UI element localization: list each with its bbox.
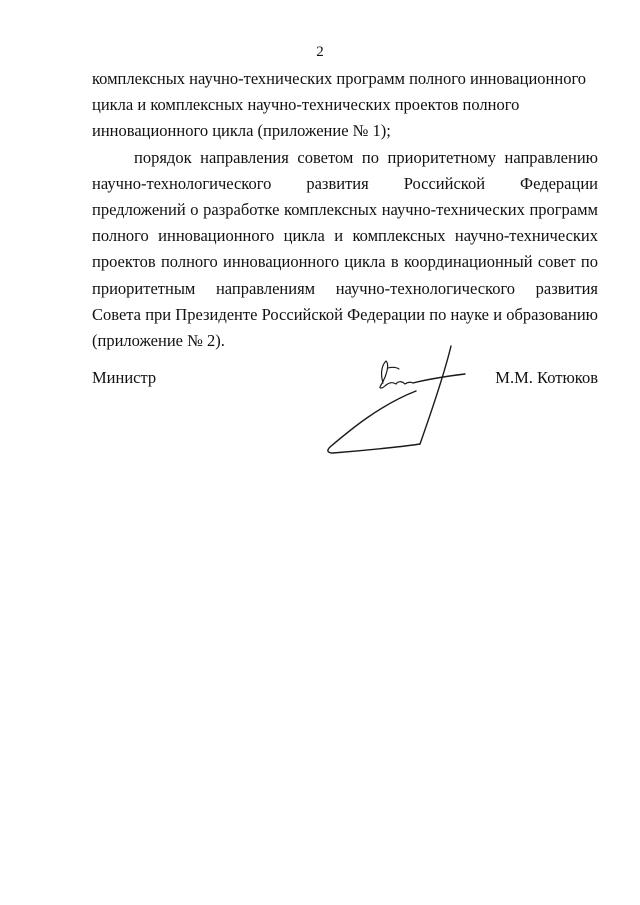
handwritten-signature-icon — [320, 345, 485, 460]
paragraph-procedure: порядок направления советом по приоритетному направлению научно-технологического развития Российской Федерации предложений о разработке комплексных научно-технических программ полного инновационного цикла и комплексных научно-технических проектов полного инновационного цикла в координационный совет по приоритетным направлениям научно-технологического развития Совета при Президенте Российской Федерации по науке и образованию (приложение № 2). — [92, 147, 598, 351]
page-number: 2 — [316, 44, 324, 60]
signer-title: Министр — [92, 368, 157, 387]
paragraph-continued: комплексных научно-технических программ полного инновационного цикла и комплексных научно-технических проектов полного инновационного цикла (приложение № 1); — [92, 69, 587, 141]
signer-name: М.М. Котюков — [495, 368, 598, 387]
document-body — [92, 66, 598, 354]
